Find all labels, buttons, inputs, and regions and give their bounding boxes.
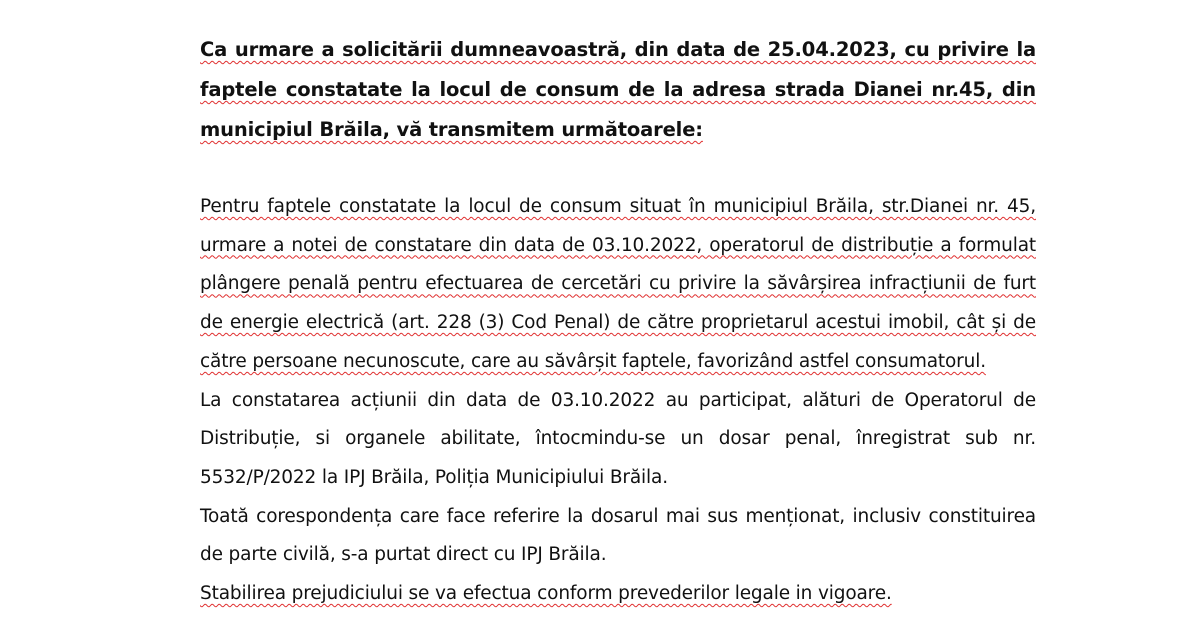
paragraph-damages: Stabilirea prejudiciului se va efectua conform prevederilor legale in vigoare. [200, 583, 892, 605]
paragraph-correspondence: Toată corespondența care face referire la dosarul mai sus menționat, inclusiv constituirea de parte civilă, s-a purtat direct cu IPJ Brăila. [200, 505, 1036, 566]
intro-paragraph: Ca urmare a solicitării dumneavoastră, din data de 25.04.2023, cu privire la faptele constatate la locul de consum de la adresa strada Dianei nr.45, din municipiul Brăila, vă transmitem următoarele: [200, 38, 1036, 141]
paragraph-complaint: Pentru faptele constatate la locul de consum situat în municipiul Brăila, str.Dianei nr. 45, urmare a notei de constatare din data de 03.10.2022, operatorul de distribuție a formulat plângere penală pentru efectuarea de cercetări cu privire la săvârșirea infracțiunii de furt de energie electrică (art. 228 (3) Cod Penal) de către proprietarul acestui imobil, cât și de către persoane necunoscute, care au săvârșit faptele, favorizând astfel consumatorul. [200, 196, 1036, 372]
document-page [200, 30, 1036, 614]
document-body [200, 188, 1036, 614]
paragraph-criminal-file: La constatarea acțiunii din data de 03.10.2022 au participat, alături de Operatorul de Distribuție, si organele abilitate, întocmindu-se un dosar penal, înregistrat sub nr. 5532/P/2022 la IPJ Brăila, Poliția Municipiului Brăila. [200, 389, 1036, 488]
